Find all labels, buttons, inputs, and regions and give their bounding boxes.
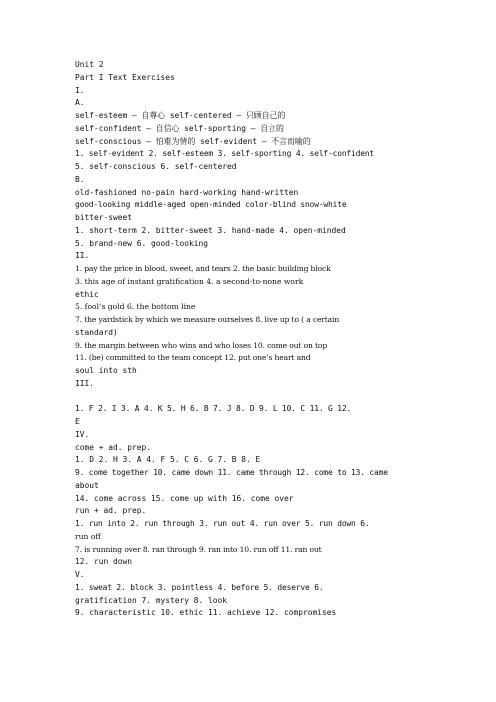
text-line: 1. run into 2. run through 3. run out 4. run over 5. run down 6.	[75, 519, 370, 528]
text-line: 1. D 2. H 3. A 4. F 5. C 6. G 7. B 8. E	[75, 455, 261, 465]
text-line: good-looking middle-aged open-minded color-blind snow-white	[75, 200, 347, 210]
text-line	[75, 391, 421, 404]
text-line: 1. F 2. I 3. A 4. K 5. H 6. B 7. J 8. D 9. L 10. C 11. G 12.	[75, 404, 352, 414]
text-line: 12. run down	[75, 557, 133, 567]
text-line: gratification 7. mystery 8. look	[75, 595, 228, 605]
text-line: 1. pay the price in blood, sweet, and tears 2. the basic building block	[75, 264, 331, 273]
text-line: 9. the margin between who wins and who loses 10. come out on top	[75, 340, 328, 350]
text-line: self-esteem – 自尊心 self-centered – 只顾自己的	[75, 111, 286, 120]
text-line: V.	[75, 570, 85, 579]
text-line: B.	[75, 174, 85, 184]
text-line: 9. come together 10. came down 11. came through 12. come to 13. came	[75, 468, 388, 477]
text-line: 9. characteristic 10. ethic 11. achieve 12. compromises	[75, 608, 337, 618]
text-line: soul into sth	[75, 366, 137, 375]
text-line: 5. self-conscious 6. self-centered	[75, 162, 237, 171]
text-line: run off	[75, 531, 101, 541]
text-line: A.	[75, 98, 85, 108]
text-line: bitter-sweet	[75, 213, 133, 222]
text-line: 1. sweat 2. block 3. pointless 4. before 5. deserve 6.	[75, 582, 324, 592]
text-line: self-confident – 自信心 self-sporting – 自立的	[75, 123, 284, 133]
text-line: I.	[75, 85, 85, 95]
text-line: 11. (be) committed to the team concept 12. put one’s heart and	[75, 353, 311, 363]
text-line: IV.	[75, 429, 90, 439]
text-line: run + ad. prep.	[75, 506, 147, 516]
text-line: III.	[75, 378, 95, 388]
text-line: 7. the yardstick by which we measure ourselves 8. live up to ( a certain	[75, 315, 340, 324]
text-line: E	[75, 417, 80, 426]
text-line: self-conscious – 怕难为情的 self-evident – 不言而喻的	[75, 136, 311, 146]
text-line: 1. short-term 2. bitter-sweet 3. hand-made 4. open-minded	[75, 225, 346, 235]
text-line: old-fashioned no-pain hard-working hand-written	[75, 187, 299, 197]
text-line: 3. this age of instant gratification 4. a second-to-none work	[75, 276, 304, 286]
text-line: 5. brand-new 6. good-looking	[75, 238, 209, 248]
text-line: about	[75, 480, 99, 490]
text-line: 14. come across 15. come up with 16. come over	[75, 493, 294, 503]
text-line: II.	[75, 251, 90, 261]
text-line: Part I Text Exercises	[75, 72, 175, 82]
document-body	[75, 59, 421, 620]
text-line: 5. fool’s gold 6. the bottom line	[75, 302, 196, 312]
text-line: come + ad. prep.	[75, 442, 152, 452]
text-line: 1. self-evident 2. self-esteem 3. self-sporting 4. self-confident	[75, 149, 375, 159]
text-line: Unit 2	[75, 60, 104, 69]
text-line: ethic	[75, 289, 99, 299]
text-line: 7. is running over 8. ran through 9. ran into 10. run off 11. ran out	[75, 544, 322, 554]
text-line: standard)	[75, 327, 118, 337]
